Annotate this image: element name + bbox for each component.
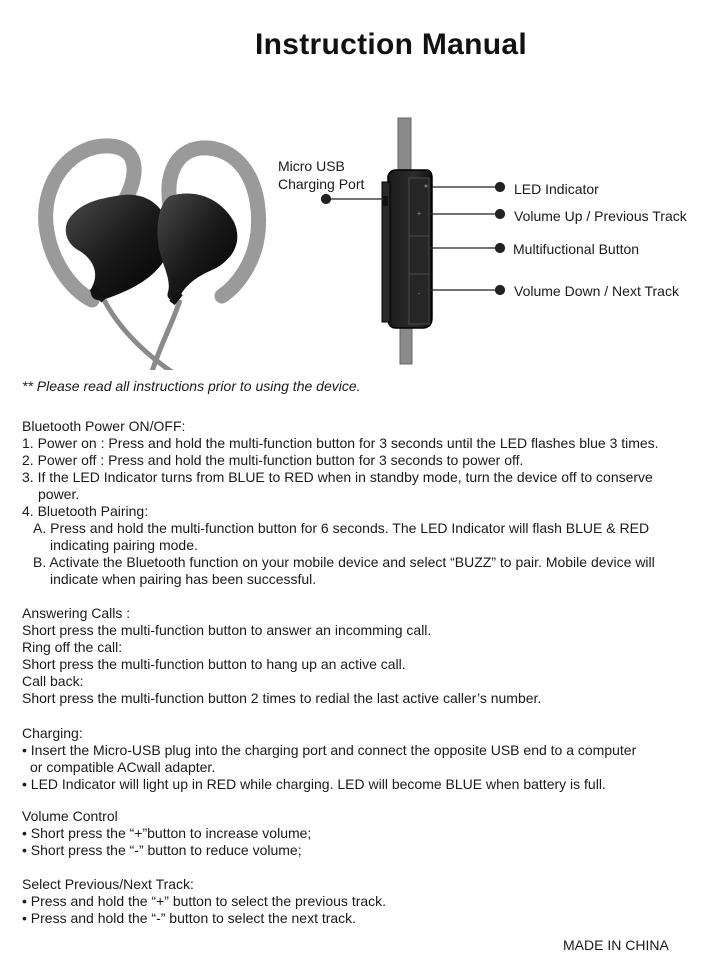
calls-line-4: Call back: — [22, 673, 84, 689]
svg-text:+: + — [416, 209, 422, 218]
power-line-3: 3. If the LED Indicator turns from BLUE to RED when in standby mode, turn the device off to conserve — [22, 469, 653, 485]
volume-line-1: • Short press the “+”button to increase volume; — [22, 825, 312, 841]
charging-line-1: • Insert the Micro-USB plug into the charging port and connect the opposite USB end to a computer — [22, 742, 637, 758]
track-line-2: • Press and hold the “-” button to select the next track. — [22, 910, 357, 926]
volume-down-label: Volume Down / Next Track — [514, 283, 679, 299]
volume-up-label: Volume Up / Previous Track — [514, 208, 687, 224]
power-heading: Bluetooth Power ON/OFF: — [22, 418, 186, 434]
power-line-2: 2. Power off : Press and hold the multi-function button for 3 seconds to power off. — [22, 452, 524, 468]
pairing-step-b-cont: indicate when pairing has been successful. — [50, 571, 317, 587]
left-earbud — [46, 146, 170, 300]
charging-heading: Charging: — [22, 725, 83, 741]
calls-line-5: Short press the multi-function button 2 times to redial the last active caller’s number. — [22, 690, 542, 706]
svg-text:-: - — [417, 289, 421, 298]
pairing-heading: 4. Bluetooth Pairing: — [22, 503, 149, 519]
volume-line-2: • Short press the “-” button to reduce volume; — [22, 842, 302, 858]
charging-line-2: • LED Indicator will light up in RED while charging. LED will become BLUE when battery is full. — [22, 776, 606, 792]
calls-line-2: Ring off the call: — [22, 639, 123, 655]
page-title: Instruction Manual — [254, 28, 528, 61]
pairing-step-a: A. Press and hold the multi-function button for 6 seconds. The LED Indicator will flash BLUE & RED — [33, 520, 650, 536]
calls-heading: Answering Calls : — [22, 605, 131, 621]
micro-usb-label-line2: Charging Port — [278, 176, 365, 192]
charging-line-1b: or compatible ACwall adapter. — [30, 759, 216, 775]
led-indicator-label: LED Indicator — [514, 181, 599, 197]
notice: ** Please read all instructions prior to using the device. — [22, 378, 361, 394]
pairing-step-a-cont: indicating pairing mode. — [50, 537, 198, 553]
power-line-1: 1. Power on : Press and hold the multi-function button for 3 seconds until the LED flashes blue 3 times. — [22, 435, 659, 451]
calls-line-3: Short press the multi-function button to hang up an active call. — [22, 656, 406, 672]
made-in-label: MADE IN CHINA — [563, 937, 669, 953]
volume-heading: Volume Control — [22, 808, 118, 824]
inline-remote — [382, 170, 432, 328]
pairing-step-b: B. Activate the Bluetooth function on your mobile device and select “BUZZ” to pair. Mobile device will — [33, 554, 655, 570]
track-heading: Select Previous/Next Track: — [22, 876, 194, 892]
power-line-3b: power. — [38, 486, 80, 502]
track-line-1: • Press and hold the “+” button to select the previous track. — [22, 893, 387, 909]
right-earbud — [158, 148, 259, 303]
multifunction-label: Multifuctional Button — [513, 241, 640, 257]
calls-line-1: Short press the multi-function button to answer an incomming call. — [22, 622, 432, 638]
micro-usb-label-line1: Micro USB — [278, 158, 345, 174]
led-dot — [425, 185, 428, 188]
